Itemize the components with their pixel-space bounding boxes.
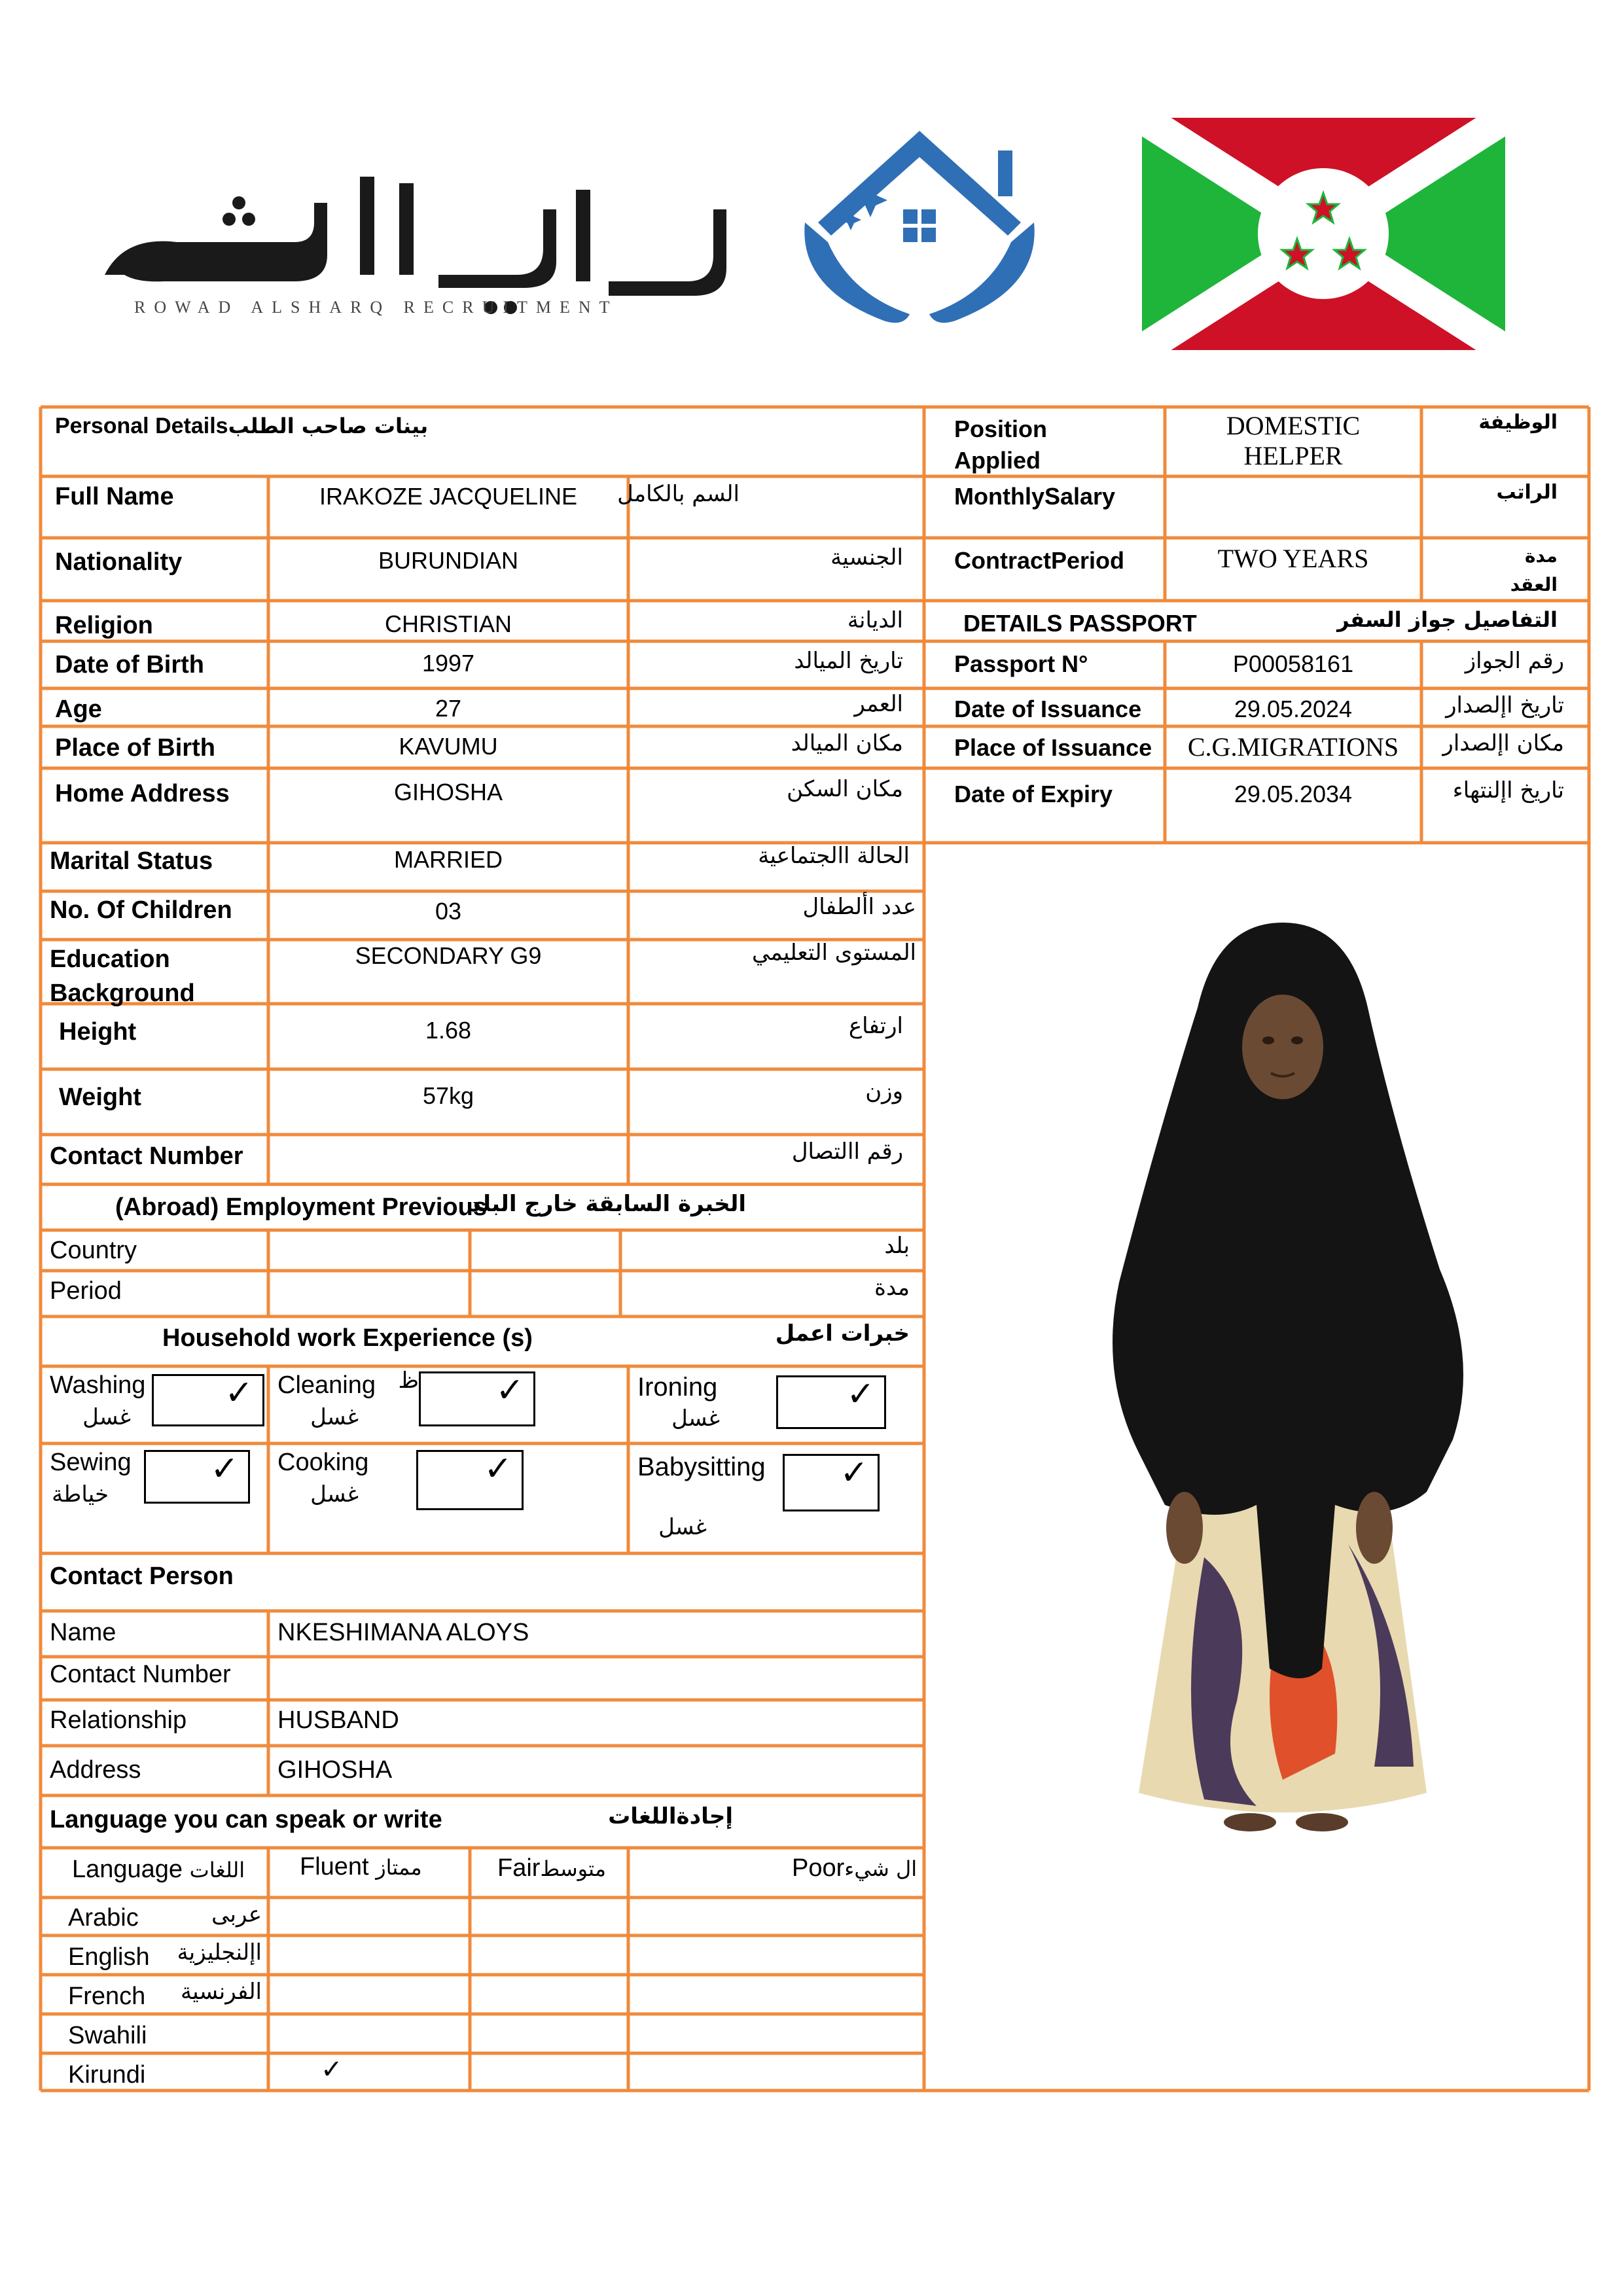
dob-value: 1997 bbox=[421, 650, 475, 677]
education-ar: المستوى التعليمي bbox=[751, 940, 916, 966]
issuance-date-label: Date of Issuance bbox=[954, 696, 1142, 722]
ironing-label: Ironing bbox=[637, 1373, 718, 1402]
lang-header-poor: Poorال شيء bbox=[792, 1854, 918, 1882]
issuance-date-ar: تاريخ اإلصدار bbox=[1446, 692, 1564, 718]
language-title: Language you can speak or write bbox=[50, 1806, 442, 1833]
place-of-birth-ar: مكان الميالد bbox=[791, 730, 903, 756]
ironing-ar: غسل bbox=[671, 1405, 720, 1432]
contact-person-title: Contact Person bbox=[50, 1563, 234, 1590]
cleaning-stray-glyph: ظ bbox=[398, 1368, 419, 1394]
salary-label: MonthlySalary bbox=[954, 483, 1116, 510]
language-title-ar: إجادةاللغات bbox=[608, 1803, 733, 1829]
ironing-checkbox[interactable]: ✓ bbox=[776, 1375, 886, 1429]
lang-english-ar: اإلنجليزية bbox=[177, 1939, 262, 1966]
issuance-place-value: C.G.MIGRATIONS bbox=[1187, 732, 1399, 762]
passport-number-ar: رقم الجواز bbox=[1465, 648, 1564, 674]
cleaning-label: Cleaning bbox=[277, 1371, 376, 1399]
marital-status-label: Marital Status bbox=[50, 847, 213, 875]
education-value: SECONDARY G9 bbox=[355, 942, 542, 969]
kirundi-fluent-check: ✓ bbox=[321, 2055, 343, 2085]
education-label: Education Background bbox=[50, 945, 195, 1007]
expiry-date-ar: تاريخ اإلنتهاء bbox=[1452, 777, 1564, 804]
weight-ar: وزن bbox=[865, 1078, 903, 1104]
contract-value: TWO YEARS bbox=[1217, 544, 1369, 573]
babysitting-ar: غسل bbox=[658, 1514, 707, 1540]
washing-checkbox[interactable]: ✓ bbox=[152, 1374, 264, 1426]
period-ar: مدة bbox=[874, 1275, 910, 1301]
cp-name-label: Name bbox=[50, 1619, 116, 1646]
babysitting-label: Babysitting bbox=[637, 1453, 766, 1481]
weight-label: Weight bbox=[59, 1084, 141, 1111]
cp-contact-label: Contact Number bbox=[50, 1661, 231, 1688]
country-label: Country bbox=[50, 1237, 137, 1264]
sewing-ar: خياطة bbox=[52, 1481, 109, 1508]
contact-number-label: Contact Number bbox=[50, 1142, 243, 1170]
cp-relationship-label: Relationship bbox=[50, 1706, 187, 1734]
lang-swahili: Swahili bbox=[68, 2022, 147, 2049]
home-address-value: GIHOSHA bbox=[393, 779, 503, 805]
cp-address-value: GIHOSHA bbox=[277, 1756, 393, 1784]
lang-english: English bbox=[68, 1943, 150, 1971]
salary-ar: الراتب bbox=[1496, 481, 1558, 504]
washing-ar: غسل bbox=[82, 1404, 131, 1430]
cp-address-label: Address bbox=[50, 1756, 141, 1784]
cleaning-checkbox[interactable]: ✓ bbox=[419, 1371, 535, 1426]
lang-header-fair: Fairمتوسط bbox=[497, 1854, 606, 1882]
full-name-ar: السم بالكامل bbox=[617, 481, 740, 507]
employment-title: (Abroad) Employment Previous bbox=[115, 1193, 487, 1221]
age-value: 27 bbox=[435, 695, 462, 722]
passport-title: DETAILS PASSPORT bbox=[963, 610, 1197, 637]
height-label: Height bbox=[59, 1018, 137, 1046]
cp-relationship-value: HUSBAND bbox=[277, 1706, 399, 1734]
height-ar: ارتفاع bbox=[848, 1013, 903, 1039]
personal-details-title: Personal Detailsبينات صاحب الطلب bbox=[55, 414, 429, 438]
lang-arabic: Arabic bbox=[68, 1904, 139, 1932]
expiry-date-value: 29.05.2034 bbox=[1234, 781, 1353, 807]
age-ar: العمر bbox=[854, 691, 903, 717]
sewing-label: Sewing bbox=[50, 1449, 132, 1476]
religion-ar: الديانة bbox=[847, 607, 903, 633]
nationality-label: Nationality bbox=[55, 548, 183, 576]
full-name-value: IRAKOZE JACQUELINE bbox=[319, 483, 578, 510]
applicant-photo bbox=[1086, 916, 1479, 1845]
children-value: 03 bbox=[435, 898, 462, 925]
full-name-label: Full Name bbox=[55, 483, 174, 510]
passport-title-ar: التفاصيل جواز السفر bbox=[1337, 607, 1558, 632]
home-address-label: Home Address bbox=[55, 780, 230, 807]
cooking-ar: غسل bbox=[310, 1481, 359, 1508]
company-name-latin: ROWAD ALSHARQ RECRUITMENT bbox=[134, 298, 618, 317]
lang-header-fluent: Fluent ممتاز bbox=[300, 1853, 422, 1881]
expiry-date-label: Date of Expiry bbox=[954, 781, 1113, 807]
issuance-place-ar: مكان اإلصدار bbox=[1442, 730, 1564, 756]
issuance-place-label: Place of Issuance bbox=[954, 734, 1152, 761]
dob-label: Date of Birth bbox=[55, 651, 204, 679]
cp-name-value: NKESHIMANA ALOYS bbox=[277, 1619, 529, 1646]
age-label: Age bbox=[55, 696, 102, 723]
religion-value: CHRISTIAN bbox=[384, 610, 512, 637]
babysitting-checkbox[interactable]: ✓ bbox=[783, 1454, 880, 1511]
issuance-date-value: 29.05.2024 bbox=[1234, 696, 1353, 722]
place-of-birth-label: Place of Birth bbox=[55, 734, 215, 762]
place-of-birth-value: KAVUMU bbox=[399, 733, 498, 760]
marital-status-ar: الحالة االجتماعية bbox=[758, 843, 910, 869]
lang-kirundi: Kirundi bbox=[68, 2061, 146, 2089]
lang-french: French bbox=[68, 1983, 146, 2010]
nationality-ar: الجنسية bbox=[830, 544, 903, 571]
lang-arabic-ar: عربى bbox=[211, 1901, 262, 1928]
cooking-label: Cooking bbox=[277, 1449, 369, 1476]
cleaning-ar: غسل bbox=[310, 1404, 359, 1430]
home-address-ar: مكان السكن bbox=[787, 776, 903, 802]
marital-status-value: MARRIED bbox=[393, 846, 503, 873]
children-ar: عدد األطفال bbox=[802, 894, 916, 920]
washing-label: Washing bbox=[50, 1371, 146, 1399]
passport-number-value: P00058161 bbox=[1232, 650, 1354, 677]
weight-value: 57kg bbox=[422, 1082, 474, 1109]
children-label: No. Of Children bbox=[50, 896, 232, 924]
religion-label: Religion bbox=[55, 612, 153, 639]
nationality-value: BURUNDIAN bbox=[378, 547, 518, 574]
lang-header-language: Language اللغات bbox=[72, 1856, 245, 1883]
dob-ar: تاريخ الميالد bbox=[794, 648, 903, 674]
cooking-checkbox[interactable]: ✓ bbox=[416, 1450, 524, 1510]
sewing-checkbox[interactable]: ✓ bbox=[144, 1450, 250, 1504]
position-ar: الوظيفة bbox=[1478, 411, 1558, 434]
position-value: DOMESTIC HELPER bbox=[1226, 411, 1361, 470]
country-ar: بلد bbox=[884, 1233, 910, 1259]
contract-ar: مدة العقد bbox=[1510, 545, 1558, 595]
contract-label: ContractPeriod bbox=[954, 547, 1125, 574]
lang-french-ar: الفرنسية bbox=[180, 1979, 262, 2005]
period-label: Period bbox=[50, 1277, 122, 1305]
height-value: 1.68 bbox=[425, 1017, 472, 1044]
employment-title-ar: الخبرة السابقة خارج البلد bbox=[469, 1191, 746, 1217]
contact-number-ar: رقم االتصال bbox=[791, 1139, 903, 1165]
household-title-ar: خبرات اعمل bbox=[775, 1320, 910, 1347]
household-title: Household work Experience (s) bbox=[162, 1324, 533, 1352]
passport-number-label: Passport N° bbox=[954, 650, 1088, 677]
position-label: Position Applied bbox=[954, 415, 1047, 474]
